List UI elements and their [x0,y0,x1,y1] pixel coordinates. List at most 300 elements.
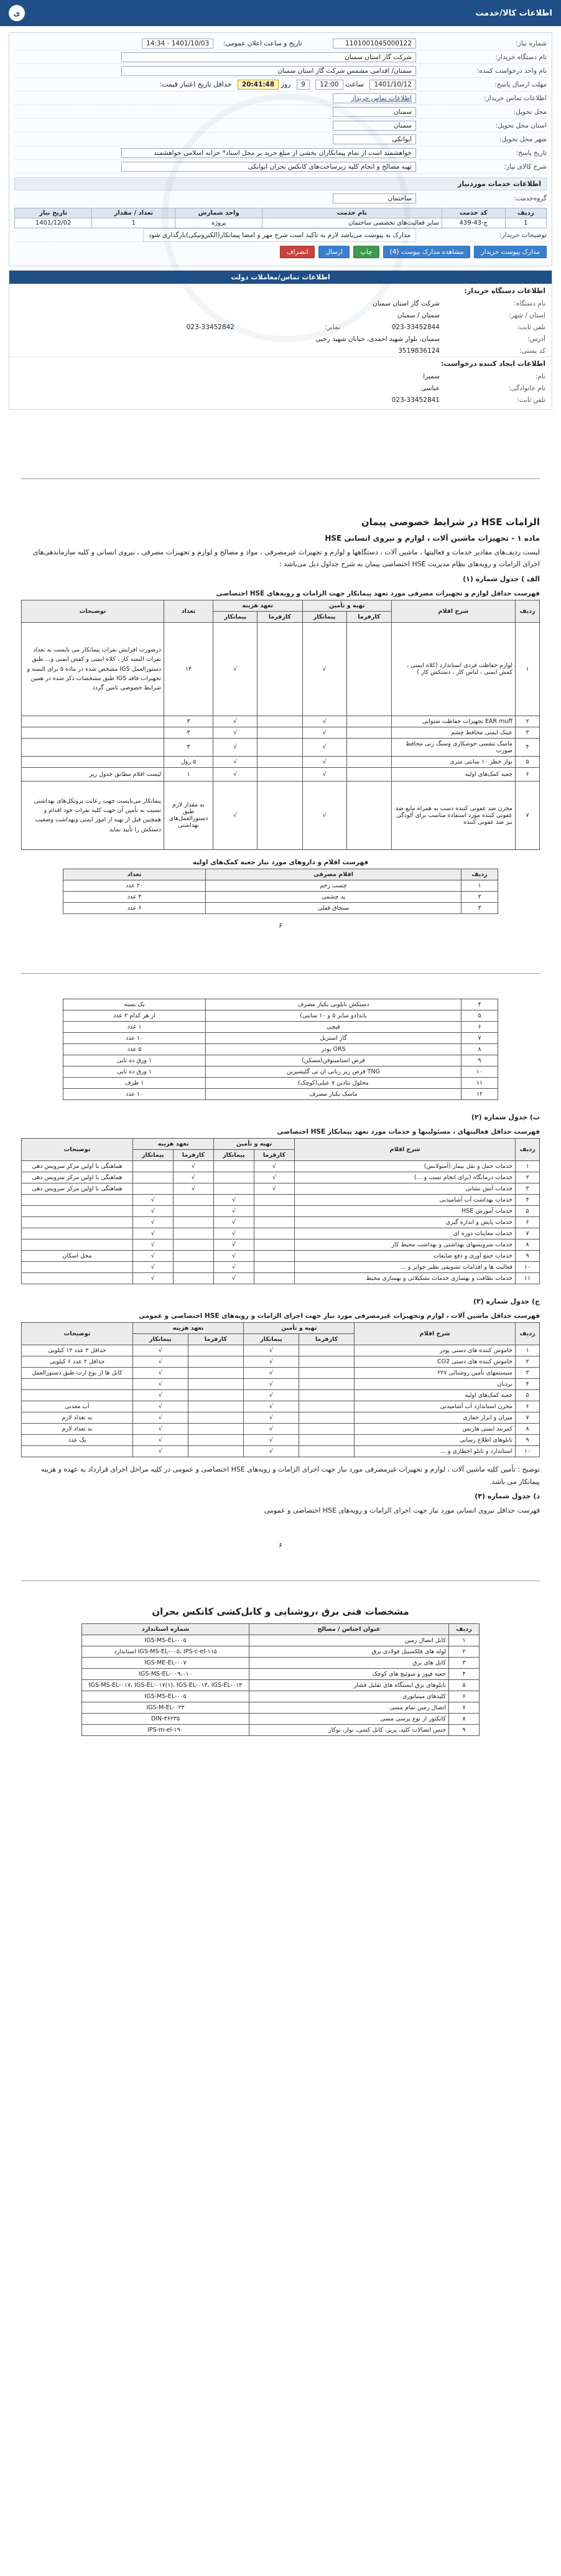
th: تعداد [63,869,206,880]
row-need-number [14,37,547,50]
table-row [63,1077,498,1088]
contact-row [9,321,552,333]
cell [22,727,164,738]
cell: کلیدهای مینیاتوری [249,1691,449,1702]
cell: ماسک تنفسی جوشکاری وسنگ زنی محافظ صورت [392,738,516,756]
cell [188,1390,244,1401]
cell: نردبان [355,1379,516,1390]
table-row [63,1021,498,1032]
row-buyer [14,50,547,64]
row-need-desc [14,160,547,174]
cell: ۳ [516,727,540,738]
table-row [82,1646,480,1658]
cell: به مقدار لازم طبق دستورالعمل‌های بهداشتی [164,781,213,849]
table-row [63,1055,498,1066]
cell: √ [133,1217,174,1228]
th: پیمانکار [213,611,257,622]
table-row [82,1635,480,1646]
th: تهیه و تأمین [244,1323,355,1334]
cell: پیمانکار می‌بایست جهت رعایت پروتکل‌های بهداشتی نسبت به تأمین آن جهت کلیه نفرات خود اقدام و همچنین قبل از تهیه از امور ایمنی وبهداشت وضعیت دستکش را تأیید نماید [22,781,164,849]
contact-header: اطلاعات تماس/معاملات دولت [9,271,552,284]
cell: √ [133,1390,188,1401]
cell: √ [302,622,346,716]
cell: √ [213,738,257,756]
cell [254,1273,295,1284]
cell: ۹ [461,1055,498,1066]
deadline-time-field[interactable]: 12:00 [315,80,343,90]
cell: √ [213,756,257,767]
label: استان / شهر: [509,311,545,319]
need-number-field: 1101001045000122 [333,39,416,49]
table-row [22,1195,540,1206]
cell: √ [254,1183,295,1195]
cell: √ [244,1446,299,1457]
cell: باند(دو سایز ۵ و ۱۰ سانتی) [206,1010,461,1021]
value: شرکت گاز استان سمنان [373,299,440,307]
value: سمنان، بلوار شهید احمدی، خیابان شهید رجبی [315,335,440,343]
label: نام: [535,372,545,380]
cell: √ [244,1412,299,1424]
cell [188,1401,244,1412]
table-row [22,1368,540,1379]
cell: ۱ ورق ده تایی [63,1066,206,1077]
table-row [82,1691,480,1702]
button-row [14,246,547,258]
time-label: ساعت [345,80,364,88]
cell: √ [133,1206,174,1217]
row-province [14,119,547,133]
cell [133,1183,174,1195]
label: شرح کالای نیاز: [504,162,547,170]
cell: مخزن ضد عفونی کننده دست به همراه مایع ضد عفونی کننده مورد استفاده مناسب برای آلودگی نیز ضد عفونی کننده [392,781,516,849]
table-row [22,1379,540,1390]
cell: ۵ عدد [63,1043,206,1055]
cell: ۶ [516,1217,540,1228]
th: تاریخ نیاز [15,208,92,218]
cell: √ [214,1273,254,1284]
cell: ۴ [516,1195,540,1206]
attach-button[interactable]: مدارک پیوست خریدار [474,246,547,258]
doc-sub-a: الف ) جدول شماره (۱) [463,574,540,583]
cell: √ [244,1345,299,1356]
cell: ۵ رول [164,756,213,767]
cell: ۹ [516,1435,540,1446]
validity-label: حداقل تاریخ اعتبار قیمت: [159,80,232,88]
table-row [22,1345,540,1356]
cell [257,756,302,767]
cell: ۳ [164,738,213,756]
deadline-date-field[interactable]: 1401/10/12 [369,80,416,90]
cell: IGS-MS-EL-۰۰۵ [82,1691,249,1702]
cell: کابل های برق [249,1658,449,1669]
cell [214,1161,254,1172]
cancel-button[interactable]: انصراف [280,246,315,258]
cell: محلول بتادین ۷ عیلی(کوچک) [206,1077,461,1088]
cell: لوله های فلکسیبل فولادی برق [249,1646,449,1658]
cell: حداقل ۲ عدد ۶ کیلویی [22,1356,133,1368]
cell: √ [254,1161,295,1172]
services-table [14,208,547,228]
cell: TNG قرص زیر زبانی ان تی گلیسیرین [206,1066,461,1077]
city-field: ایوانکی [333,134,416,144]
cell: استاندارد و تابلو اخطاری و ... [355,1446,516,1457]
cell: ۲ [461,891,498,902]
label: استان محل تحویل: [495,121,547,129]
table-row [22,1424,540,1435]
th: کد خدمت [442,208,505,218]
label: توضیحات خریدار: [499,231,547,239]
doc-sub-d: د) جدول شماره (۴) [475,1491,540,1500]
doc-sub-b: ب) جدول شماره (۲) [471,1113,540,1121]
cell [173,1206,214,1217]
value: 023-33452844 [391,323,440,331]
cell: خدمات معاینات دوره ای [295,1228,516,1239]
cell: ۱۰ عدد [63,1088,206,1099]
group-field: ساختمان [333,194,416,203]
cell: ۸ [461,1043,498,1055]
th: اقلام مصرفی [206,869,461,880]
province-field: سمنان [333,121,416,131]
th: ردیف [516,1323,540,1345]
cell: جعبه فیوز و سوئیچ های کوچک [249,1669,449,1680]
cell: √ [244,1424,299,1435]
label: نام دستگاه: [514,299,545,307]
label: محل تحویل: [513,108,547,116]
cell [133,1172,174,1183]
th: تعهد هزینه [133,1139,214,1150]
cell [346,738,391,756]
cell: ۴ عدد [63,891,206,902]
table-row [22,781,540,849]
cell [299,1368,355,1379]
creator-info-title: اطلاعات ایجاد کننده درخواست: [9,357,552,370]
label: اطلاعات تماس خریدار: [484,94,547,102]
cell: چسب زخم [206,880,461,891]
table-row [63,999,498,1010]
hse-document-cont [21,999,540,1550]
cell [22,1206,133,1217]
cell [254,1217,295,1228]
th: پیمانکار [133,1334,188,1345]
cell: ۱۰ عدد [63,1032,206,1043]
table-row [22,1356,540,1368]
cell: √ [213,716,257,727]
cell: √ [133,1228,174,1239]
row-group [14,192,547,205]
cell: کابل اتصال زمین [249,1635,449,1646]
th: تهیه و تأمین [302,600,391,611]
cell [257,716,302,727]
cell [214,1172,254,1183]
cell: ۸ [516,1424,540,1435]
divider [21,973,540,974]
cell: به تعداد لازم [22,1412,133,1424]
cell [188,1412,244,1424]
cell: ۵ [516,1206,540,1217]
cell: EAR muff تجهیزات حفاظت شنوایی [392,716,516,727]
cell: پروژه [175,218,262,228]
page-number: ۶ [279,921,282,930]
contact-panel [9,270,552,410]
th: پیمانکار [214,1150,254,1161]
th: تعهد هزینه [213,600,303,611]
table-row [63,1010,498,1021]
cell: سایر فعالیت‌های تخصصی ساختمان [262,218,442,228]
cell [22,1262,133,1273]
cell: ۱ [461,880,498,891]
cell: √ [133,1412,188,1424]
cell [257,767,302,781]
cell: √ [133,1273,174,1284]
cell [188,1379,244,1390]
th: کارفرما [188,1334,244,1345]
cell: ۹ [449,1725,480,1736]
cell: ۶ [516,767,540,781]
cell [188,1356,244,1368]
cell: √ [302,767,346,781]
cell: هماهنگی با اولین مرکز سرویس دهی [22,1172,133,1183]
cell: ORS پودر [206,1043,461,1055]
cell: دستکش نایلونی یکبار مصرف [206,999,461,1010]
cell [173,1262,214,1273]
cell [22,1239,133,1251]
cell [22,756,164,767]
cell: ۱ عدد [63,1021,206,1032]
view-attachments-button[interactable]: مشاهده مدارک پیوست (4) [383,246,471,258]
need-form [9,32,552,266]
cell: IGS-MS-EL-۰۱۷، IGS-EL-۰۱۷(۱)، IGS-EL-۰۱۳، IGS-EL-۰۱۳ [82,1680,249,1691]
th: ردیف [516,600,540,622]
cell: ۶ [516,1401,540,1412]
label: مهلت ارسال پاسخ: [494,80,547,88]
countdown-timer: 20:41:48 [238,80,279,90]
cell [22,1379,133,1390]
doc-article: ماده ۱ - تجهیزات ماشین آلات ، لوازم و نیروی انسانی HSE [325,534,540,543]
cell [188,1435,244,1446]
th: تعهد هزینه [133,1323,244,1334]
cell: کابل ها از نوع ارت طبق دستورالعمل [22,1368,133,1379]
cell: ۶ عدد [63,902,206,913]
cell: آب معدنی [22,1401,133,1412]
cell [346,622,391,716]
cell: √ [133,1356,188,1368]
cell: √ [173,1172,214,1183]
cell: √ [302,756,346,767]
cell: ۱۴ [164,622,213,716]
th: شماره استاندارد [82,1624,249,1635]
cell: ۷ [516,1228,540,1239]
cell [299,1412,355,1424]
top-bar [0,0,561,26]
cell: خدمات جمع آوری و دفع ضایعات [295,1251,516,1262]
firstaid-table-cont [63,999,498,1100]
services-title: اطلاعات خدمات موردنیاز [14,177,547,190]
value: سمنان / سمنان [397,311,440,319]
doc-paragraph: لیست ردیف‌های مقادیر خدمات و فعالیتها ، ماشین آلات ، دستگاهها و لوازم و تجهیزات غیرمصرفی ، مواد و مصالح و لوازم و تجهیزات مصرفی ، نیروی انسانی و کلیه سازماندهی‌های اجرای الزامات و رویه‌های نظام مدیریت HSE اختصاصی پیمان به شرح جداول ذیل می‌باشد : [32,548,540,569]
cell: IPS-m-el-۱۹۰ [82,1725,249,1736]
cell [22,1217,133,1228]
cell [188,1446,244,1457]
label: نام دستگاه خریدار: [495,53,547,61]
hse-document [21,516,540,930]
cell: ۷ [461,1032,498,1043]
cell [22,1446,133,1457]
cell: کانکتور از نوع پرسی مسی [249,1714,449,1725]
table-row [22,1183,540,1195]
table-row [15,218,547,228]
table-row [22,622,540,716]
cell: خدمات آموزش HSE [295,1206,516,1217]
value: عباسی [420,384,440,392]
cell: √ [302,716,346,727]
table-row [22,1251,540,1262]
contact-row [9,297,552,309]
cell [22,1273,133,1284]
table-row [63,1088,498,1099]
cell: √ [213,781,257,849]
cell [299,1446,355,1457]
cell [254,1195,295,1206]
cell: √ [214,1262,254,1273]
row-contact [14,91,547,105]
cell [254,1206,295,1217]
table-row [63,1032,498,1043]
cell: خدمات نظافت و بهسازی خدمات تشکیلاتی و بهسازی محیط [295,1273,516,1284]
cell: √ [133,1195,174,1206]
print-button[interactable]: چاپ [353,246,379,258]
cell: سنجاق قفلی [206,902,461,913]
cell: نوار خطر ۱۰ سانتی متری [392,756,516,767]
label: گروه‌خدمت: [514,194,547,202]
table-row [22,1217,540,1228]
cell: از هر کدام ۲ عدد [63,1010,206,1021]
row-deadline [14,78,547,91]
label: آدرس: [527,335,545,343]
table-row [22,767,540,781]
cell: ۲ [516,716,540,727]
spec-heading: مشخصات فنی برق ،روشنایی و کابل‌کشی کانکس بحران [152,1606,409,1618]
table-row [22,1401,540,1412]
cell [257,727,302,738]
table-row [22,1435,540,1446]
cell [346,756,391,767]
table-row [63,1043,498,1055]
cell [22,738,164,756]
table-row [82,1680,480,1691]
divider [21,1580,540,1581]
table-row [22,756,540,767]
row-buyer-note [14,228,547,242]
spec-table [81,1623,480,1736]
cell: √ [133,1401,188,1412]
value: 023-33452841 [391,396,440,404]
note-line: خواهشمند است از تمام پیمانکاران بخشی از مبلغ خرید بر محل اسناد* خزانه اسلامی خواهشمند [121,148,416,158]
cell [299,1390,355,1401]
th: تعداد / مقدار [92,208,175,218]
cell: ۱۰ [516,1446,540,1457]
cell [299,1379,355,1390]
th: کارفرما [346,611,391,622]
th: ردیف [516,1139,540,1161]
cell: اتصال زمین تمام مسی [249,1702,449,1714]
table-row [22,1228,540,1239]
cell [22,1195,133,1206]
cell [22,1390,133,1401]
table-row [22,1412,540,1424]
doc-heading: الزامات HSE در شرایط خصوصی پیمان [361,516,540,528]
th: توضیحات [22,600,164,622]
cell [346,727,391,738]
contact-link[interactable]: اطلاعات تماس خریدار [333,93,416,103]
cell [299,1401,355,1412]
table-row [22,1172,540,1183]
th: پیمانکار [244,1334,299,1345]
cell: √ [173,1161,214,1172]
send-button[interactable]: ارسال [318,246,350,258]
table-row [63,880,498,891]
cell [133,1161,174,1172]
cell [254,1251,295,1262]
cell: پد چشمی [206,891,461,902]
cell [254,1262,295,1273]
cell: هماهنگی با اولین مرکز سرویس دهی [22,1161,133,1172]
cell: قرص استامینوفن(مسکن) [206,1055,461,1066]
label: تلفن ثابت: [517,396,545,404]
cell: √ [133,1239,174,1251]
label: نام خانوادگی: [509,384,545,392]
cell: ج-43-439 [442,218,505,228]
cell: خاموش کننده های دستی CO2 [355,1356,516,1368]
cell: √ [302,727,346,738]
th: توضیحات [22,1139,133,1161]
cell: محل اسکان [22,1251,133,1262]
cell: خاموش کننده های دستی پودر [355,1345,516,1356]
contact-row [9,394,552,406]
cell [173,1251,214,1262]
cell [346,716,391,727]
table3 [21,1322,540,1457]
firstaid-table [63,869,498,914]
cell [257,781,302,849]
cell: √ [214,1251,254,1262]
unit-field: سمنان/ اقدامی مشمس شرکت گاز استان سمنان [121,66,416,76]
cell: √ [244,1401,299,1412]
cell: √ [244,1356,299,1368]
cell: ۱ [449,1635,480,1646]
value: 3519836124 [398,347,440,355]
cell: تابلوهای اطلاع رسانی [355,1435,516,1446]
contact-row [9,309,552,321]
cell: √ [133,1435,188,1446]
cell: IGS-M-EL-۰۲۳ [82,1702,249,1714]
cell [188,1424,244,1435]
cell: √ [302,781,346,849]
cell: خدمات آتش نشانی [295,1183,516,1195]
cell: میزان و ابزار حفاری [355,1412,516,1424]
cell: √ [133,1446,188,1457]
need-desc-field: تهیه مصالح و انجام کلیه زیرساخت‌های کانکس بحران ایوانکی [121,162,416,172]
cell: حداقل ۲ عدد ۱۲ کیلویی [22,1345,133,1356]
row-delivery [14,105,547,119]
cell: ۷ [449,1702,480,1714]
doc-note: توضیح : تأمین کلیه ماشین آلات ، لوازم و تجهیزات غیرمصرفی مورد نیاز جهت اجرای الزامات و رویه‌های HSE اختصاصی و عمومی در کلیه مراحل اجرای قرارداد به عهده و هزینه پیمانکار می باشد. [40,1465,540,1486]
th: واحد شمارش [175,208,262,218]
cell [22,1228,133,1239]
cell: √ [214,1206,254,1217]
cell: مخزن استاندارد آب آشامیدنی [355,1401,516,1412]
table-row [22,1390,540,1401]
th: ردیف [461,869,498,880]
